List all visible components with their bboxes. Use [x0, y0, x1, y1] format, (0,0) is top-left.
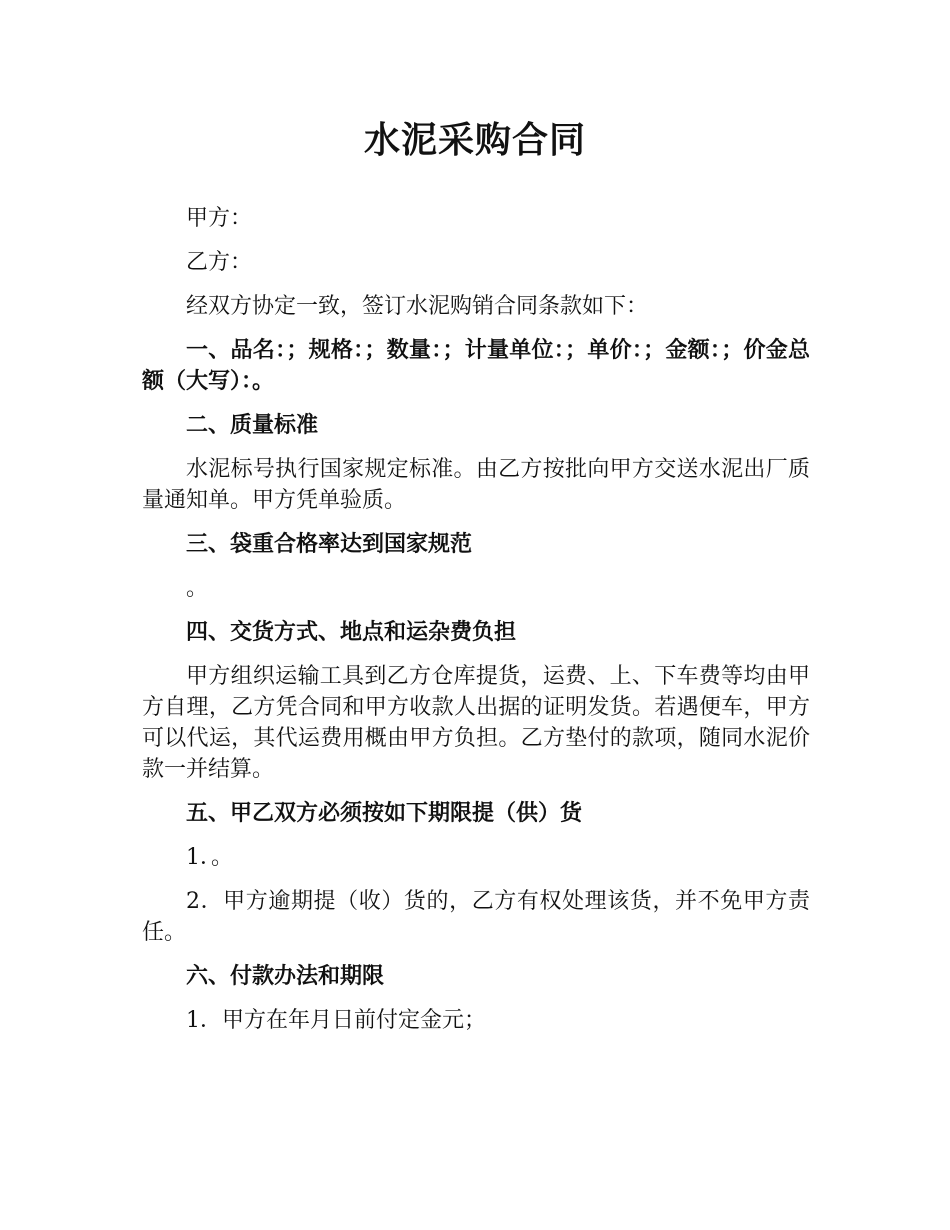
section-1-heading: 一、品名：；规格：；数量：；计量单位：；单价：；金额：；价金总额（大写）：。	[142, 338, 810, 394]
section-4-heading: 四、交货方式、地点和运杂费负担	[186, 620, 517, 645]
section-6-heading: 六、付款办法和期限	[186, 964, 385, 989]
party-b-line: 乙方：	[186, 250, 253, 275]
section-5-item-1: 1．。	[186, 845, 233, 870]
party-a-line: 甲方：	[186, 206, 253, 231]
section-6-item-1: 1．甲方在年月日前付定金元；	[186, 1008, 486, 1033]
section-2-heading: 二、质量标准	[186, 413, 319, 438]
section-3-body: 。	[186, 576, 209, 601]
section-2-body: 水泥标号执行国家规定标准。由乙方按批向甲方交送水泥出厂质量通知单。甲方凭单验质。	[142, 457, 810, 513]
intro-paragraph: 经双方协定一致，签订水泥购销合同条款如下：	[186, 294, 649, 319]
section-5-heading: 五、甲乙双方必须按如下期限提（供）货	[186, 801, 583, 826]
section-3-heading: 三、袋重合格率达到国家规范	[186, 532, 473, 557]
section-5-item-2: 2．甲方逾期提（收）货的，乙方有权处理该货，并不免甲方责任。	[142, 889, 810, 945]
document-body	[142, 203, 810, 1049]
document-title: 水泥采购合同	[363, 120, 586, 161]
section-4-body: 甲方组织运输工具到乙方仓库提货，运费、上、下车费等均由甲方自理，乙方凭合同和甲方收款人出据的证明发货。若遇便车，甲方可以代运，其代运费用概由甲方负担。乙方垫付的款项，随同水泥价款一并结算。	[142, 664, 810, 782]
